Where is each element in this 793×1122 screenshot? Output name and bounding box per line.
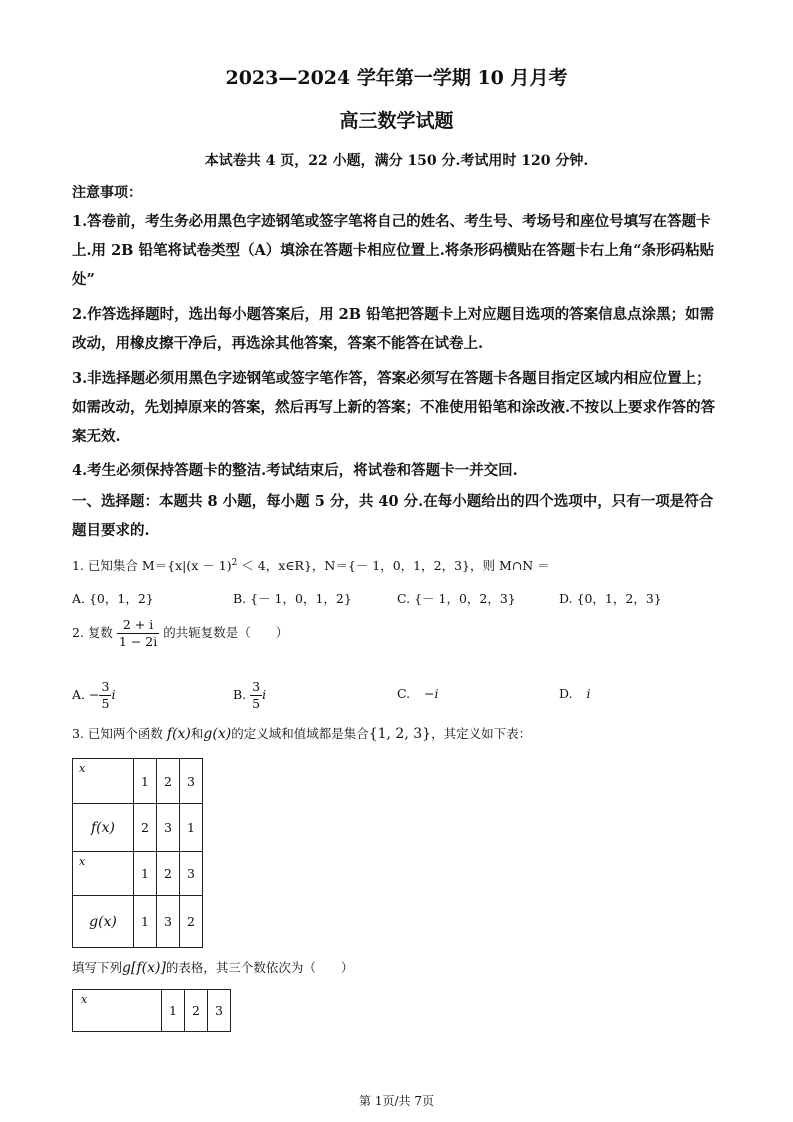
table-cell: 1 bbox=[134, 852, 157, 896]
exam-info: 本试卷共 4 页，22 小题，满分 150 分.考试用时 120 分钟. bbox=[204, 153, 589, 169]
table-cell: 2 bbox=[157, 852, 180, 896]
q1-text-a: 1. 已知集合 M＝{x|(x － 1) bbox=[72, 558, 232, 573]
table-cell: 1 bbox=[162, 990, 185, 1032]
q1-option-a: A. {0，1，2} bbox=[72, 591, 154, 606]
notice-heading: 注意事项： bbox=[72, 185, 142, 201]
q3-fill-expression: g[f(x)] bbox=[122, 960, 166, 976]
section-intro: 一、选择题：本题共 8 小题，每小题 5 分，共 40 分.在每小题给出的四个选项中，只有一项是符合题目要求的. bbox=[72, 493, 714, 539]
question-1 bbox=[72, 556, 550, 574]
notice-item-2: 2.作答选择题时，选出每小题答案后，用 2B 铅笔把答题卡上对应题目选项的答案信息点涂黑；如需改动，用橡皮擦干净后，再选涂其他答案，答案不能答在试卷上. bbox=[72, 306, 715, 352]
table-row bbox=[73, 852, 203, 896]
function-table bbox=[72, 758, 203, 948]
q2-option-c bbox=[397, 686, 439, 701]
q1-exponent: 2 bbox=[231, 557, 238, 568]
table-row bbox=[73, 990, 231, 1032]
q1-option-c: C. {－ 1，0，2，3} bbox=[397, 591, 516, 606]
table-row-label: x bbox=[73, 759, 134, 804]
q2-denominator: 1 − 2i bbox=[118, 634, 158, 649]
q3-text-a: 3. 已知两个函数 bbox=[72, 726, 163, 741]
exam-title: 2023—2024 学年第一学期 10 月月考 bbox=[225, 67, 568, 89]
q2-option-a-label: A. bbox=[72, 687, 86, 702]
question-3 bbox=[72, 724, 531, 742]
table-cell: 2 bbox=[157, 759, 180, 804]
table-cell: 3 bbox=[208, 990, 231, 1032]
q2-option-d-value: i bbox=[586, 686, 591, 701]
table-cell: 2 bbox=[185, 990, 208, 1032]
q2-option-b-label: B. bbox=[233, 687, 247, 702]
q3-text-c: ，其定义如下表： bbox=[431, 726, 532, 741]
q3-set: {1, 2, 3} bbox=[368, 726, 432, 742]
table-cell: 1 bbox=[134, 896, 157, 948]
exam-subtitle: 高三数学试题 bbox=[339, 110, 454, 132]
q1-option-b: B. {－ 1，0，1，2} bbox=[233, 591, 352, 606]
table-row bbox=[73, 896, 203, 948]
q2-option-b bbox=[233, 678, 266, 712]
q2-option-a-den: 5 bbox=[101, 696, 110, 711]
table-cell: 3 bbox=[157, 804, 180, 852]
q2-option-d bbox=[559, 686, 591, 701]
q1-text-b: ＜ 4，x∈R}，N＝{－ 1，0，1，2，3}，则 M∩N ＝ bbox=[237, 558, 550, 573]
table-row-label: f(x) bbox=[73, 804, 134, 852]
q2-option-b-fraction bbox=[250, 679, 262, 712]
q2-option-c-label: C. bbox=[397, 686, 411, 701]
q2-option-a-sign: − bbox=[89, 687, 100, 702]
table-row bbox=[73, 804, 203, 852]
answer-table bbox=[72, 989, 231, 1032]
table-row-label: x bbox=[73, 852, 134, 896]
q2-option-b-unit: i bbox=[262, 687, 267, 702]
page-footer: 第 1页/共 7页 bbox=[359, 1094, 434, 1108]
question-2 bbox=[72, 616, 288, 650]
notice-item-1: 1.答卷前，考生务必用黑色字迹钢笔或签字笔将自己的姓名、考生号、考场号和座位号填写在答题卡上.用 2B 铅笔将试卷类型（A）填涂在答题卡相应位置上.将条形码横贴在答题卡右上角“条形码粘贴处” bbox=[72, 213, 715, 288]
table-row-label: g(x) bbox=[73, 896, 134, 948]
table-row bbox=[73, 759, 203, 804]
q3-function-g: g(x) bbox=[203, 726, 232, 742]
q3-text-b: 的定义域和值域都是集合 bbox=[231, 726, 369, 741]
q2-suffix: 的共轭复数是（ ） bbox=[163, 625, 289, 640]
table-cell: 2 bbox=[180, 896, 203, 948]
q2-option-a-num: 3 bbox=[101, 679, 110, 694]
q2-prefix: 2. 复数 bbox=[72, 625, 113, 640]
q2-option-d-label: D. bbox=[559, 686, 573, 701]
q2-option-a-fraction bbox=[99, 679, 111, 712]
table-cell: 3 bbox=[180, 759, 203, 804]
table-cell: 1 bbox=[180, 804, 203, 852]
q3-and: 和 bbox=[190, 726, 204, 741]
table-cell: 3 bbox=[157, 896, 180, 948]
notice-item-4: 4.考生必须保持答题卡的整洁.考试结束后，将试卷和答题卡一并交回. bbox=[72, 462, 518, 479]
q3-function-f: f(x) bbox=[166, 726, 191, 742]
table-row-label: x bbox=[73, 990, 162, 1032]
q2-option-a bbox=[72, 678, 115, 712]
q2-numerator: 2 + i bbox=[117, 617, 159, 634]
q2-fraction bbox=[117, 617, 159, 650]
q2-option-b-num: 3 bbox=[252, 679, 261, 694]
q2-option-c-value: −i bbox=[424, 686, 439, 701]
q3-fill-a: 填写下列 bbox=[72, 960, 123, 975]
q2-option-a-unit: i bbox=[111, 687, 116, 702]
table-cell: 3 bbox=[180, 852, 203, 896]
q1-option-d: D. {0，1，2，3} bbox=[559, 591, 662, 606]
q3-fill-b: 的表格，其三个数依次为（ ） bbox=[165, 960, 354, 975]
q2-option-b-den: 5 bbox=[252, 696, 261, 711]
table-cell: 1 bbox=[134, 759, 157, 804]
q3-fill-instruction bbox=[72, 958, 353, 976]
table-cell: 2 bbox=[134, 804, 157, 852]
notice-item-3: 3.非选择题必须用黑色字迹钢笔或签字笔作答，答案必须写在答题卡各题目指定区域内相应位置上；如需改动，先划掉原来的答案，然后再写上新的答案；不准使用铅笔和涂改液.不按以上要求作答的答案无效. bbox=[72, 370, 716, 445]
